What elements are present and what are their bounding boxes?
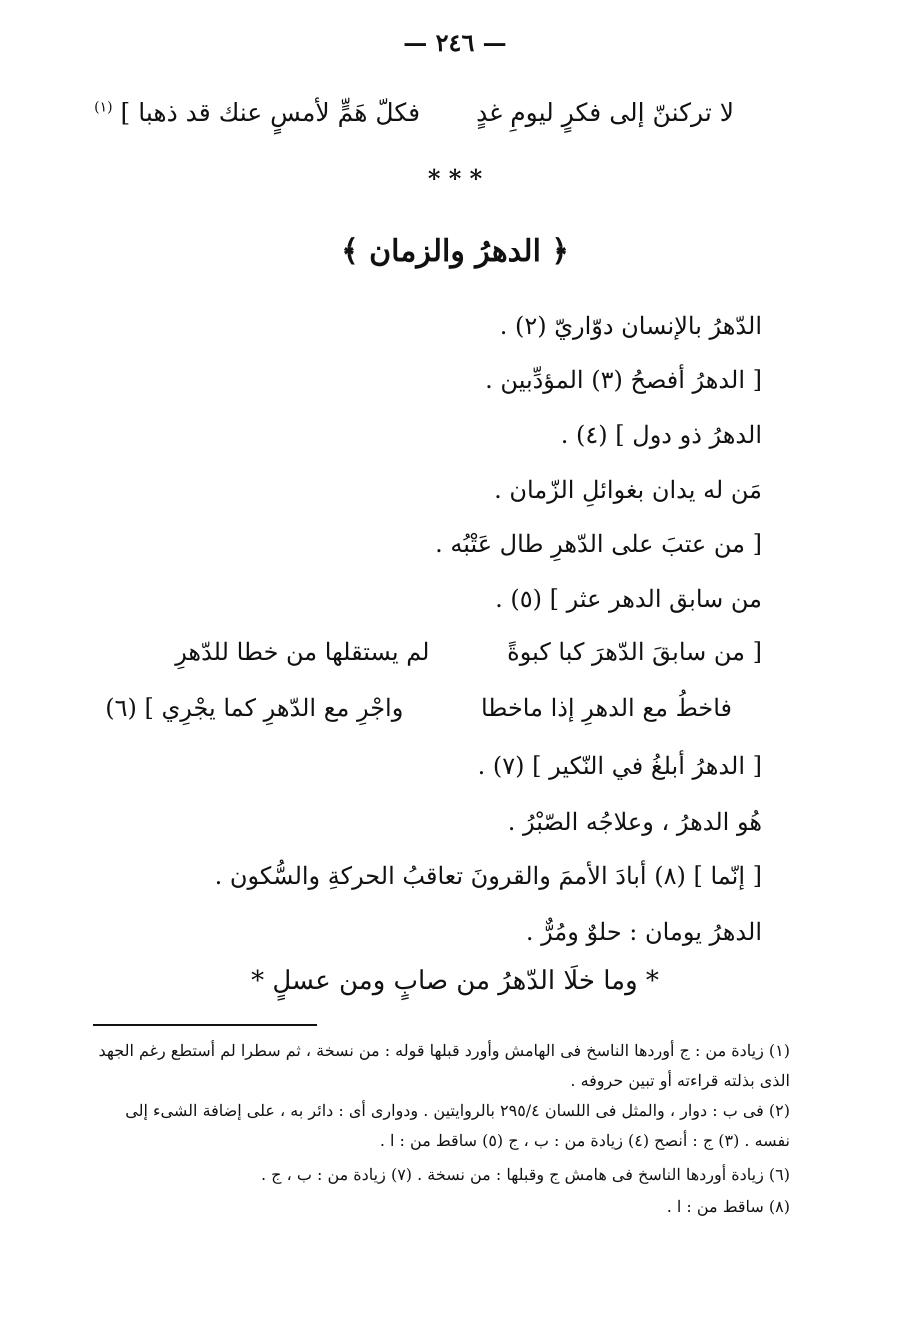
poem-line-1	[175, 638, 762, 666]
footnote: (٦) زيادة أوردها الناسخ فى هامش ج وقبلها : من نسخة . (٧) زيادة من : ب ، ج .	[261, 1165, 790, 1184]
footnote: (٨) ساقط من : ا .	[666, 1197, 790, 1216]
closing-hemistich: * وما خلَا الدّهرُ من صابٍ ومن عسلٍ *	[251, 966, 659, 996]
section-title: ﴿ الدهرُ والزمان ﴾	[341, 234, 569, 269]
section-separator: * * *	[427, 164, 483, 193]
footnote: (١) زيادة من : ج أوردها الناسخ فى الهامش وأورد قبلها قوله : من نسخة ، ثم سطرا لم أستطع رغم الجهد الذى بذلته قراءته أو تبين حروفه .	[98, 1041, 790, 1090]
saying-line: [ الدهرُ أفصحُ (٣) المؤدِّبين .	[485, 366, 762, 394]
poem-hemistich: فاخطُ مع الدهرِ إذا ماخطا	[480, 694, 732, 722]
saying-line: مَن له يدان بغوائلِ الزّمان .	[494, 476, 762, 504]
poem-hemistich: [ من سابقَ الدّهرَ كبا كبوةً	[507, 638, 762, 666]
verse-first-hemistich: لا تركننّ إلى فكرٍ ليومِ غدٍ	[476, 98, 734, 127]
saying-line: الدهرُ ذو دول ] (٤) .	[560, 421, 762, 449]
saying-line: هُو الدهرُ ، وعلاجُه الصّبْرُ .	[507, 808, 762, 836]
poem-hemistich: لم يستقلها من خطا للدّهرِ	[175, 638, 430, 666]
footnote-rule	[93, 1024, 317, 1026]
page-number: — ٢٤٦ —	[403, 28, 507, 57]
saying-line: [ من عتبَ على الدّهرِ طال عَتْبُه .	[435, 530, 762, 558]
saying-line: [ الدهرُ أبلغُ في النّكير ] (٧) .	[477, 752, 762, 780]
saying-line: من سابق الدهر عثر ] (٥) .	[495, 585, 762, 613]
footnote-marker: (١)	[94, 99, 113, 116]
verse-second-hemistich: فكلّ هَمٍّ لأمسٍ عنك قد ذهبا ]	[120, 98, 421, 127]
footnote: (٢) فى ب : دوار ، والمثل فى اللسان ٢٩٥/٤ بالروايتين . ودوارى أى : دائر به ، على إضافة الشىء إلى نفسه . (٣) ج : أنصح (٤) زيادة من : ب ، ج (٥) ساقط من : ا .	[125, 1101, 790, 1150]
saying-line: الدهرُ يومان : حلوٌ ومُرٌّ .	[525, 918, 762, 946]
saying-line: الدّهرُ بالإنسان دوّاريّ (٢) .	[499, 312, 762, 340]
opening-verse	[94, 98, 734, 127]
poem-hemistich: واجْرِ مع الدّهرِ كما يجْرِي ] (٦)	[105, 694, 404, 722]
poem-line-2	[105, 694, 732, 722]
saying-line: [ إنّما ] (٨) أبادَ الأممَ والقرونَ تعاقبُ الحركةِ والسُّكون .	[214, 862, 762, 890]
